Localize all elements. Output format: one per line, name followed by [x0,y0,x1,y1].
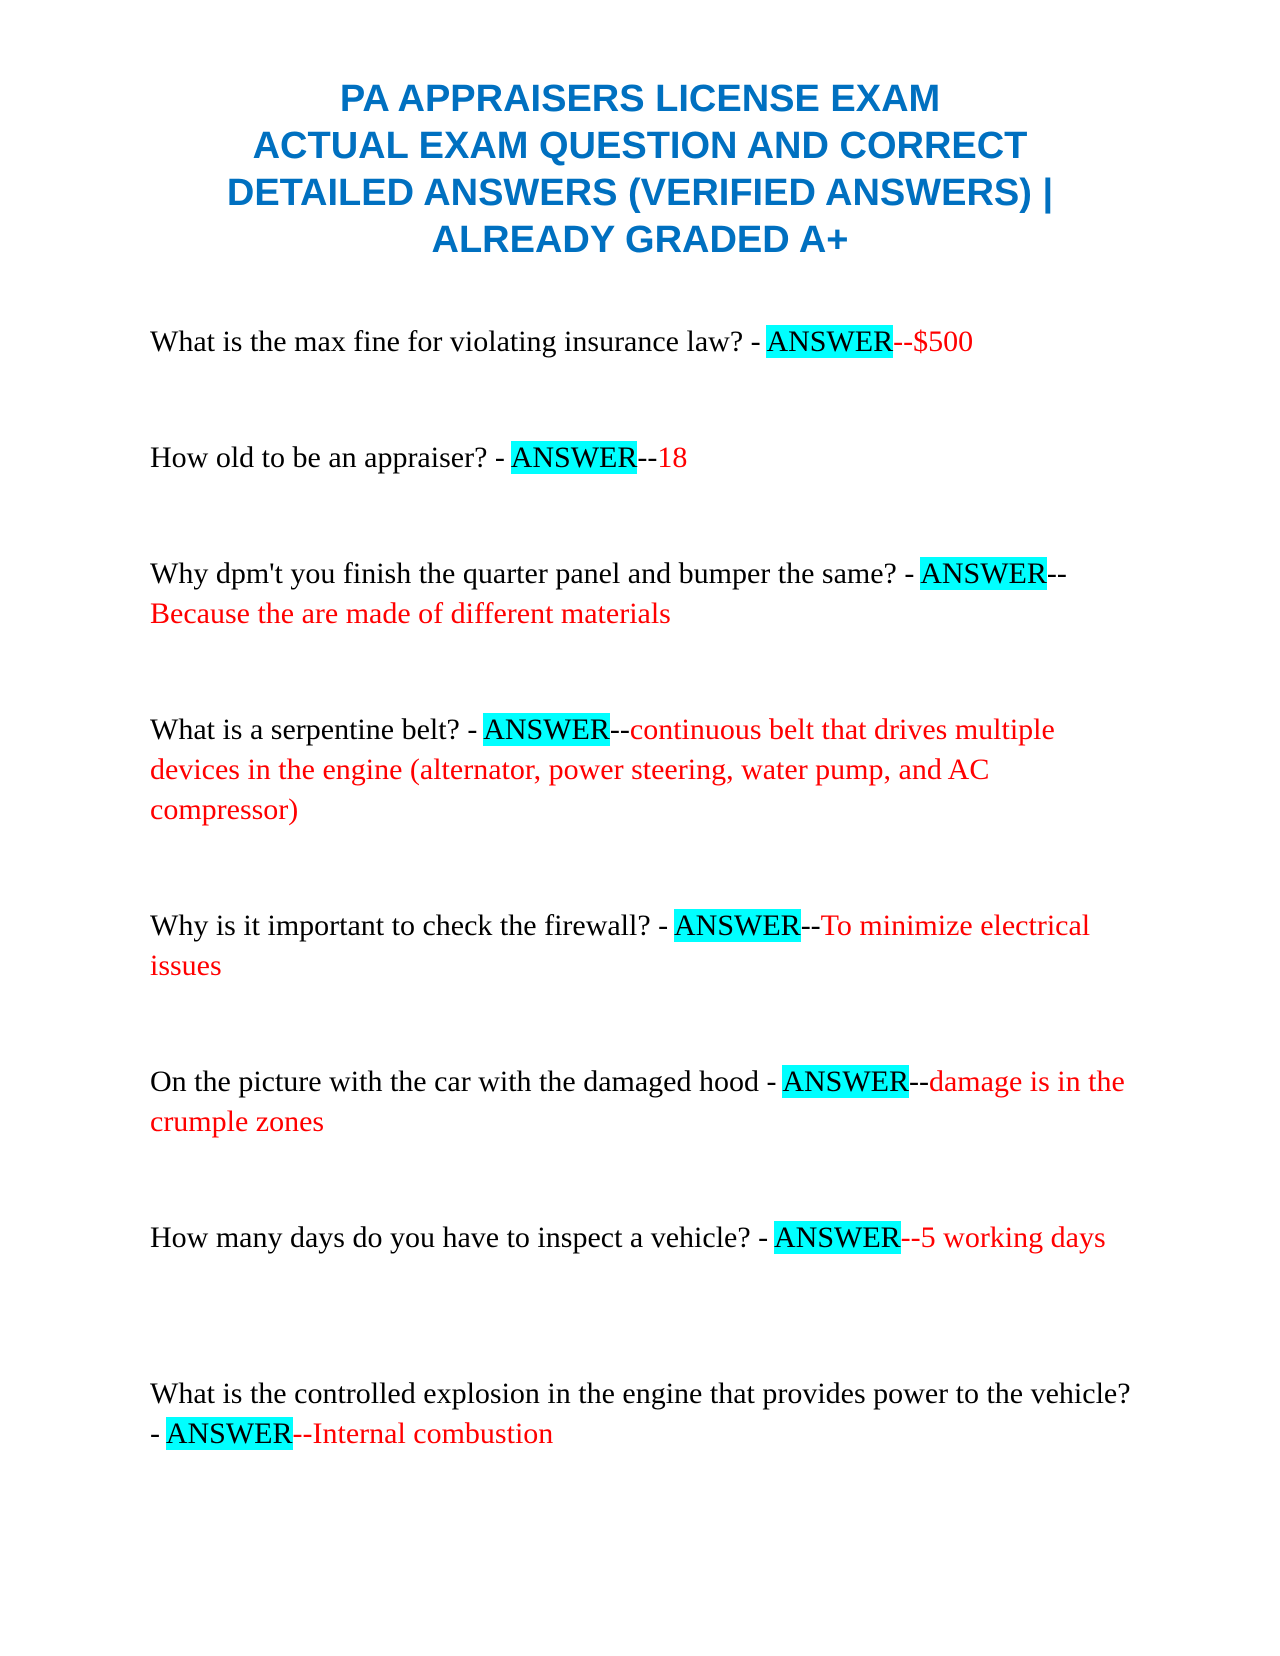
answer-separator: -- [909,1065,929,1098]
answer-separator: -- [900,1221,921,1254]
answer-tag: ANSWER [774,1221,901,1254]
qa-item [150,438,1140,478]
answer-text: Internal combustion [312,1417,554,1450]
answer-separator: -- [800,909,821,942]
answer-text: To minimize electrical issues [150,909,1091,982]
title-line: DETAILED ANSWERS (VERIFIED ANSWERS) | [226,172,1054,214]
answer-text: Because the are made of different materials [150,597,671,630]
answer-separator: -- [292,1417,313,1450]
qa-item [150,1374,1140,1454]
answer-separator: -- [609,713,630,746]
answer-separator: -- [637,441,658,474]
question-text: Why dpm't you finish the quarter panel and bumper the same? - [150,557,921,590]
answer-text: 18 [657,441,688,474]
answer-separator: -- [1046,557,1067,590]
title-line: ACTUAL EXAM QUESTION AND CORRECT [252,125,1028,167]
question-text: Why is it important to check the firewall? - [150,909,675,942]
document-title [150,76,1130,264]
answer-tag: ANSWER [782,1065,909,1098]
answer-separator: -- [893,325,914,358]
title-line: ALREADY GRADED A+ [431,219,849,261]
question-text: On the picture with the car with the damaged hood - [150,1065,783,1098]
qa-item [150,906,1140,986]
question-text: What is the controlled explosion in the engine that provides power to the vehicle? - [150,1377,1131,1450]
qa-item [150,1218,1140,1258]
qa-item [150,322,1140,362]
qa-item [150,554,1140,634]
answer-tag: ANSWER [674,909,801,942]
question-text: What is a serpentine belt? - [150,713,484,746]
qa-item [150,710,1140,830]
answer-text: $500 [913,325,974,358]
answer-text: continuous belt that drives multiple devices in the engine (alternator, power steering, water pump, and AC compressor) [150,713,1055,826]
answer-tag: ANSWER [920,557,1047,590]
title-line: PA APPRAISERS LICENSE EXAM [339,78,941,120]
answer-text: 5 working days [920,1221,1106,1254]
qa-item [150,1062,1140,1142]
answer-text: damage is in the crumple zones [150,1065,1125,1138]
answer-tag: ANSWER [510,441,638,474]
answer-tag: ANSWER [766,325,894,358]
answer-tag: ANSWER [483,713,610,746]
question-text: How many days do you have to inspect a vehicle? - [150,1221,774,1254]
answer-tag: ANSWER [165,1417,293,1450]
question-text: What is the max fine for violating insurance law? - [150,325,767,358]
question-text: How old to be an appraiser? - [150,441,511,474]
